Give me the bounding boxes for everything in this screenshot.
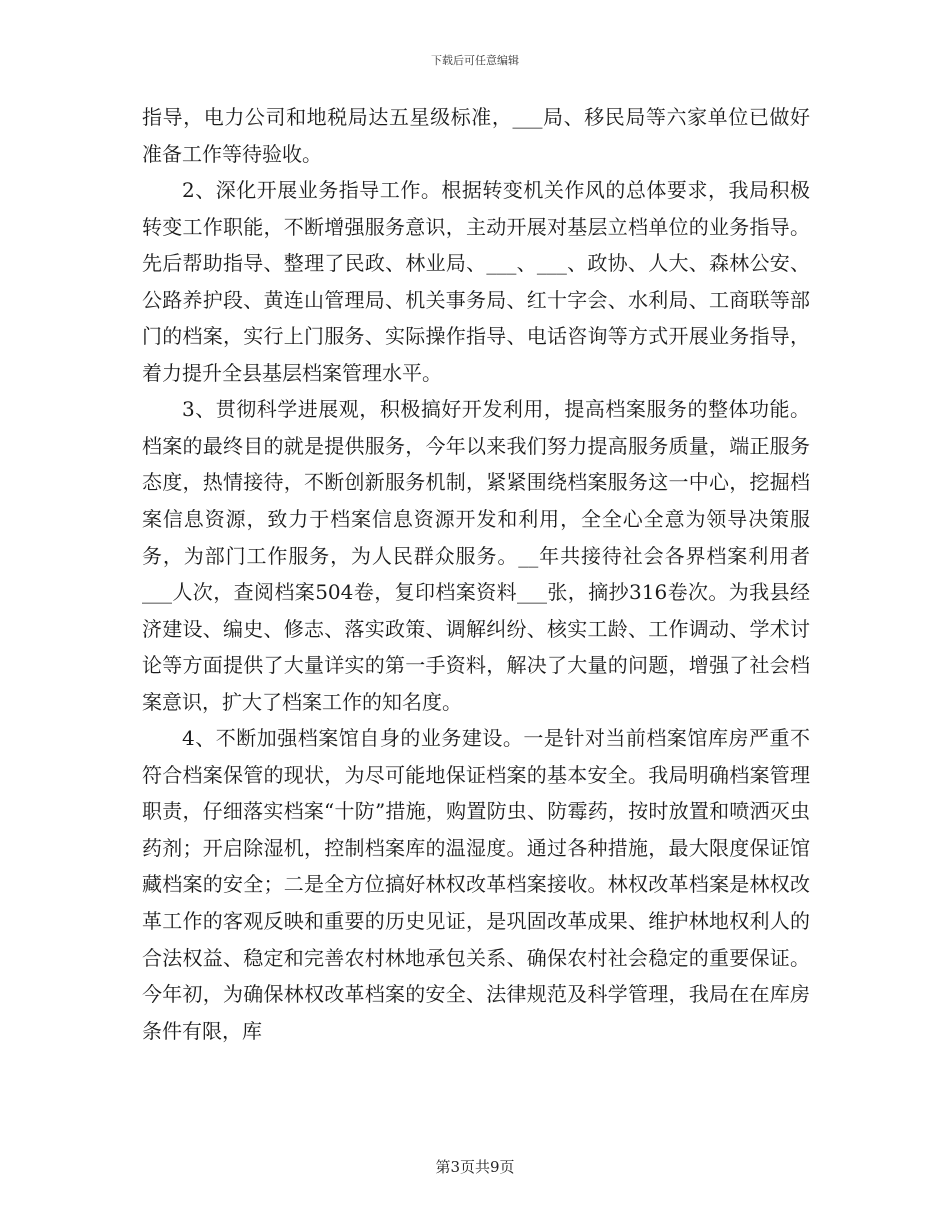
page-header: 下载后可任意编辑 [431,54,519,67]
document-body [142,99,810,1049]
paragraph-development-utilization: 3、贯彻科学进展观，积极搞好开发利用，提高档案服务的整体功能。档案的最终目的就是提供服务，今年以来我们努力提高服务质量，端正服务态度，热情接待，不断创新服务机制，紧紧围绕档案服务这一中心，挖掘档案信息资源，致力于档案信息资源开发和利用，全全心全意为领导决策服务，为部门工作服务，为人民群众服务。__年共接待社会各界档案利用者___人次，查阅档案504卷，复印档案资料___张，摘抄316卷次。为我县经济建设、编史、修志、落实政策、调解纠纷、核实工龄、工作调动、学术讨论等方面提供了大量详实的第一手资料，解决了大量的问题，增强了社会档案意识，扩大了档案工作的知名度。 [142,397,810,714]
paragraph-archive-construction: 4、不断加强档案馆自身的业务建设。一是针对当前档案馆库房严重不符合档案保管的现状，为尽可能地保证档案的基本安全。我局明确档案管理职责，仔细落实档案“十防”措施，购置防虫、防霉药，按时放置和喷洒灭虫药剂；开启除湿机，控制档案库的温湿度。通过各种措施，最大限度保证馆藏档案的安全；二是全方位搞好林权改革档案接收。林权改革档案是林权改革工作的客观反映和重要的历史见证，是巩固改革成果、维护林地权利人的合法权益、稳定和完善农村林地承包关系、确保农村社会稳定的重要保证。今年初，为确保林权改革档案的安全、法律规范及科学管理，我局在在库房条件有限，库 [142,726,810,1043]
page-number: 第3页共9页 [435,1158,515,1176]
paragraph-continuation: 指导，电力公司和地税局达五星级标准，___局、移民局等六家单位已做好准备工作等待验收。 [142,105,810,166]
paragraph-business-guidance: 2、深化开展业务指导工作。根据转变机关作风的总体要求，我局积极转变工作职能，不断增强服务意识，主动开展对基层立档单位的业务指导。先后帮助指导、整理了民政、林业局、___、___、政协、人大、森林公安、公路养护段、黄连山管理局、机关事务局、红十字会、水利局、工商联等部门的档案，实行上门服务、实际操作指导、电话咨询等方式开展业务指导，着力提升全县基层档案管理水平。 [142,178,810,385]
